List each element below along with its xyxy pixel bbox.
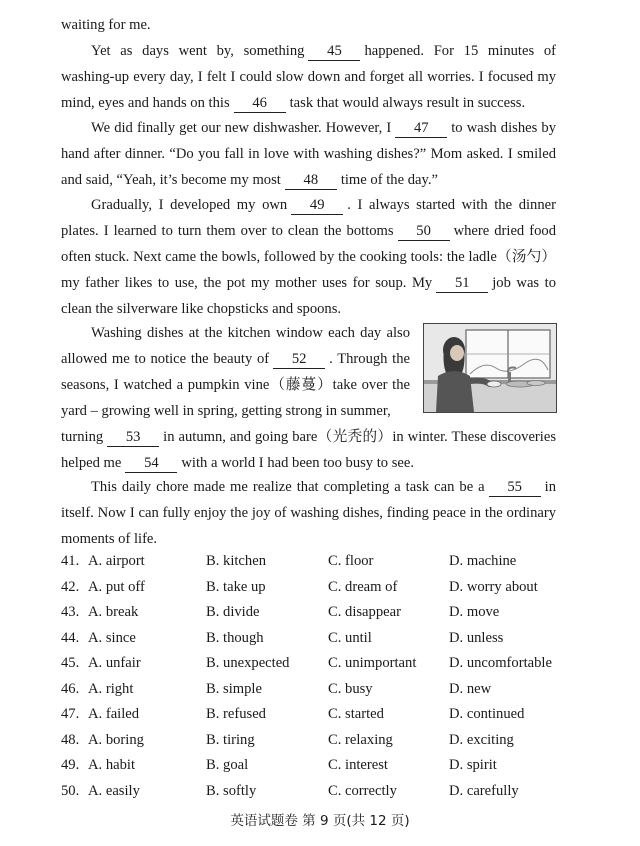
option-a: A. easily: [88, 782, 140, 799]
blank-48: 48: [285, 171, 337, 190]
option-c: C. busy: [328, 680, 373, 697]
option-c: C. relaxing: [328, 731, 393, 748]
option-a: A. unfair: [88, 655, 141, 671]
option-b: B. simple: [206, 680, 262, 697]
option-a: A. habit: [88, 757, 136, 773]
blank-55: 55: [489, 478, 541, 497]
question-number: 45.: [61, 655, 80, 671]
paragraph-text: . Through the seasons, I watched a pumpkin vine（藤蔓）take over the yard – growing well in spring, getting strong in summer,: [61, 351, 410, 419]
paragraph-text: in autumn, and going bare（光秃的）in winter. These discoveries helped me: [61, 429, 556, 471]
option-d: D. machine: [449, 553, 517, 569]
paragraph-text: Gradually, I developed my own: [91, 197, 288, 213]
blank-46: 46: [234, 94, 286, 113]
option-b: B. tiring: [206, 731, 255, 748]
blank-53: 53: [107, 428, 159, 447]
paragraph-text: Yet as days went by, something: [91, 43, 305, 59]
answer-options: [61, 549, 581, 804]
option-row-46: [61, 677, 581, 703]
paragraph-text: This daily chore made me realize that completing a task can be a: [91, 479, 485, 495]
option-c: C. disappear: [328, 604, 401, 620]
question-number: 43.: [61, 604, 80, 620]
option-a: A. break: [88, 604, 139, 620]
option-d: D. continued: [449, 706, 525, 722]
option-b: B. goal: [206, 757, 249, 773]
option-row-44: [61, 626, 581, 652]
paragraph-text: . I always started with the dinner plates. I learned to turn them over to clean the bottoms: [61, 197, 556, 239]
blank-50: 50: [398, 222, 450, 241]
option-b: B. divide: [206, 604, 260, 620]
blank-51: 51: [436, 274, 488, 293]
option-a: A. airport: [88, 553, 145, 569]
option-row-45: [61, 651, 581, 677]
paragraph-text: to wash dishes by hand after dinner. “Do you fall in love with washing dishes?” Mom asked. I smiled and said, “Yeah, it’s become my most: [61, 120, 556, 188]
blank-47: 47: [395, 119, 447, 138]
option-c: C. started: [328, 706, 384, 722]
option-a: A. put off: [88, 578, 145, 595]
page-footer: 英语试题卷 第 9 页(共 12 页): [230, 813, 410, 829]
blank-52: 52: [273, 350, 325, 369]
option-d: D. spirit: [449, 757, 497, 773]
option-a: A. failed: [88, 706, 140, 722]
option-row-48: [61, 728, 581, 754]
paragraph-text: turning: [61, 429, 104, 445]
paragraph-text: time of the day.”: [340, 172, 438, 188]
question-number: 46.: [61, 680, 80, 697]
option-c: C. until: [328, 629, 372, 646]
option-c: C. dream of: [328, 578, 398, 595]
question-number: 47.: [61, 706, 80, 722]
question-number: 41.: [61, 553, 80, 569]
passage-paragraph-3: [61, 192, 556, 322]
option-d: D. uncomfortable: [449, 655, 552, 671]
paragraph-text: where dried food often stuck. Next came the bowls, followed by the cooking tools: the ladle（汤勺）my father likes to use, the pot my mother uses for soup. My: [61, 223, 556, 291]
option-row-50: [61, 779, 581, 805]
paragraph-text: with a world I had been too busy to see.: [181, 455, 415, 471]
paragraph-text: job was to clean the silverware like chopsticks and spoons.: [61, 275, 557, 317]
option-b: B. refused: [206, 706, 266, 722]
question-number: 50.: [61, 782, 80, 799]
dishwashing-illustration: [423, 323, 557, 413]
option-row-49: [61, 753, 581, 779]
paragraph-text: Washing dishes at the kitchen window each day also allowed me to notice the beauty of: [61, 325, 410, 367]
option-row-43: [61, 600, 581, 626]
paragraph-text: happened. For 15 minutes of washing-up every day, I felt I could slow down and forget all worries. I focused my mind, eyes and hands on this: [61, 43, 556, 111]
option-d: D. new: [449, 680, 492, 697]
question-number: 42.: [61, 578, 80, 595]
blank-45: 45: [308, 42, 360, 61]
option-a: A. boring: [88, 731, 144, 748]
question-number: 49.: [61, 757, 80, 773]
paragraph-text: We did finally get our new dishwasher. However, I: [91, 120, 392, 136]
option-c: C. correctly: [328, 782, 397, 799]
blank-49: 49: [291, 196, 343, 215]
option-d: D. unless: [449, 629, 504, 646]
option-b: B. take up: [206, 578, 266, 595]
paragraph-text: task that would always result in success.: [289, 95, 526, 111]
option-c: C. interest: [328, 757, 388, 773]
option-b: B. unexpected: [206, 655, 290, 671]
paragraph-text: in itself. Now I can fully enjoy the joy of washing dishes, finding peace in the ordinary moments of life.: [61, 479, 556, 547]
option-d: D. carefully: [449, 782, 519, 799]
passage-paragraph-4b: [61, 424, 556, 476]
option-b: B. though: [206, 629, 264, 646]
option-b: B. kitchen: [206, 553, 266, 569]
option-d: D. exciting: [449, 731, 514, 748]
option-row-42: [61, 575, 581, 601]
option-c: C. floor: [328, 553, 374, 569]
passage-paragraph-0: [61, 12, 556, 38]
option-row-47: [61, 702, 581, 728]
girl-at-window-illustration: [424, 324, 556, 412]
option-row-41: [61, 549, 581, 575]
passage-paragraph-4a: [61, 320, 410, 424]
option-a: A. since: [88, 629, 136, 646]
option-b: B. softly: [206, 782, 257, 799]
option-c: C. unimportant: [328, 655, 417, 671]
blank-54: 54: [125, 454, 177, 473]
option-a: A. right: [88, 680, 134, 697]
option-d: D. move: [449, 604, 500, 620]
passage-paragraph-5: [61, 474, 556, 552]
paragraph-text: waiting for me.: [61, 17, 151, 33]
option-d: D. worry about: [449, 578, 538, 595]
question-number: 48.: [61, 731, 80, 748]
question-number: 44.: [61, 629, 80, 646]
passage-paragraph-1: [61, 38, 556, 116]
passage-paragraph-2: [61, 115, 556, 193]
